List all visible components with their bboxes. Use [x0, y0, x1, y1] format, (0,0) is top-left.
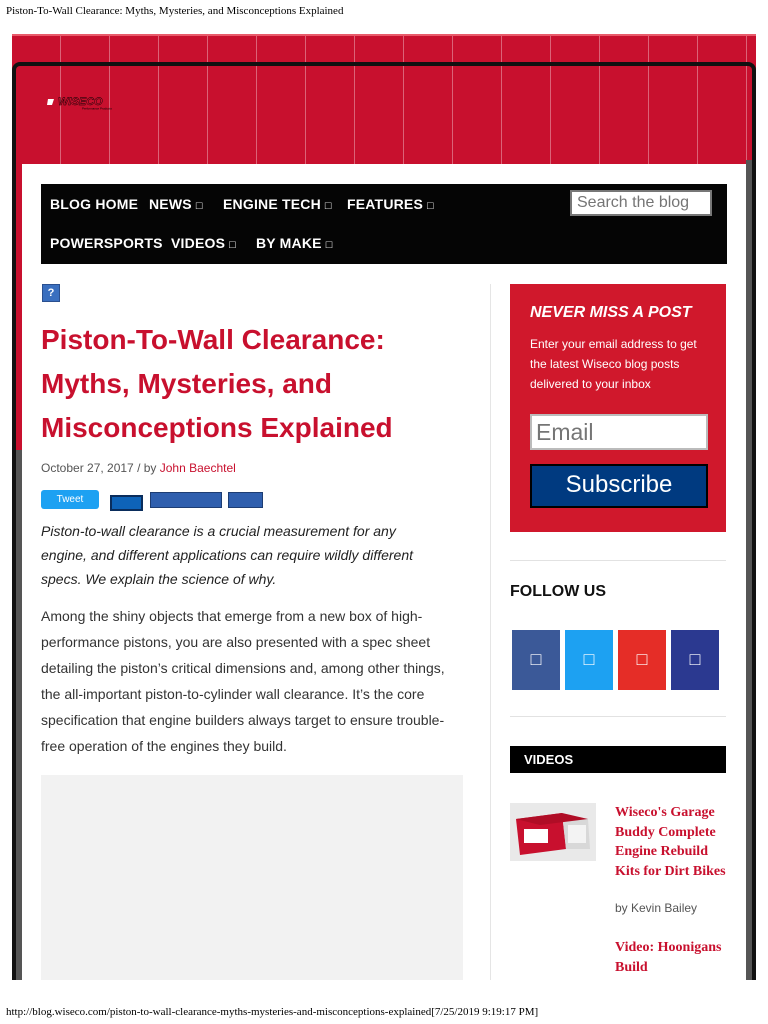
nav-label: POWERSPORTS: [50, 235, 163, 251]
dropdown-caret-icon: □: [229, 239, 236, 251]
nav-item-blog-home[interactable]: [50, 196, 138, 212]
video-byline: by Kevin Bailey: [615, 901, 698, 915]
author-link[interactable]: John Baechtel: [159, 461, 236, 475]
video-thumbnail[interactable]: [510, 803, 596, 861]
twitter-icon[interactable]: [565, 630, 613, 690]
social-glyph: □: [689, 649, 701, 669]
dropdown-caret-icon: □: [324, 200, 332, 212]
follow-us-heading: FOLLOW US: [510, 583, 606, 600]
facebook-icon[interactable]: [512, 630, 560, 690]
email-field[interactable]: [530, 414, 708, 450]
share-button[interactable]: [110, 495, 143, 511]
nav-label: FEATURES: [347, 196, 424, 212]
search-input[interactable]: [570, 190, 712, 216]
article-lead: Piston-to-wall clearance is a crucial measurement for any engine, and different applications can require wildly different specs. We explain the science of why.: [41, 523, 414, 587]
article-title: Piston-To-Wall Clearance: Myths, Mysteries, and Misconceptions Explained: [41, 324, 393, 443]
nav-item-news[interactable]: [149, 196, 203, 212]
newsletter-signup-widget: [510, 284, 726, 532]
dropdown-caret-icon: □: [427, 200, 434, 212]
tweet-button[interactable]: Tweet: [41, 490, 99, 509]
print-page-footer: http://blog.wiseco.com/piston-to-wall-clearance-myths-mysteries-and-misconceptions-explained[7/25/2019 9:19:17 PM]: [6, 1006, 539, 1018]
nav-item-videos[interactable]: [171, 235, 236, 251]
sidebar-divider: [510, 716, 726, 717]
social-glyph: □: [583, 649, 595, 669]
nav-item-powersports[interactable]: [50, 235, 163, 251]
broken-image-icon: ?: [42, 284, 60, 302]
article-media-placeholder: [41, 775, 463, 980]
videos-heading: VIDEOS: [510, 746, 726, 773]
banner-top-edge: [12, 34, 756, 36]
nav-label: ENGINE TECH: [223, 196, 321, 212]
logo-wordmark: WISECO: [58, 96, 103, 108]
dropdown-caret-icon: □: [195, 200, 203, 212]
article-body-paragraph: Among the shiny objects that emerge from a new box of high-performance pistons, you are also presented with a spec sheet detailing the piston’s critical dimensions and, among other things, the all-important piston-to-cylinder wall clearance. It’s the core specification that engine builders always target to ensure trouble-free operation of the engines they build.: [41, 608, 445, 754]
article-meta: [41, 461, 236, 475]
dropdown-caret-icon: □: [325, 239, 333, 251]
article-date: October 27, 2017: [41, 461, 134, 475]
nav-label: BLOG HOME: [50, 196, 139, 212]
sidebar-divider: [510, 560, 726, 561]
instagram-icon[interactable]: [671, 630, 719, 690]
column-divider: [490, 284, 491, 980]
subscribe-button[interactable]: Subscribe: [530, 464, 708, 508]
nav-item-by-make[interactable]: [256, 235, 333, 251]
byline-prefix: / by: [133, 461, 160, 475]
social-glyph: □: [530, 649, 542, 669]
wiseco-logo[interactable]: [44, 94, 144, 110]
video-title-link[interactable]: Wiseco's Garage Buddy Complete Engine Rebuild Kits for Dirt Bikes: [615, 805, 726, 879]
facebook-share-button[interactable]: [150, 492, 222, 508]
video-title-link[interactable]: Video: Hoonigans Build: [615, 940, 722, 975]
linkedin-share-button[interactable]: [228, 492, 263, 508]
social-glyph: □: [636, 649, 648, 669]
nav-label: VIDEOS: [171, 235, 226, 251]
nav-item-features[interactable]: [347, 196, 434, 212]
nav-label: BY MAKE: [256, 235, 322, 251]
print-page-header: Piston-To-Wall Clearance: Myths, Mysteries, and Misconceptions Explained: [6, 5, 344, 17]
signup-title: NEVER MISS A POST: [530, 304, 692, 321]
signup-description: Enter your email address to get the latest Wiseco blog posts delivered to your inbox: [530, 337, 697, 391]
nav-label: NEWS: [149, 196, 192, 212]
youtube-icon[interactable]: [618, 630, 666, 690]
logo-tagline: Performance Products: [82, 106, 112, 110]
nav-item-engine-tech[interactable]: [223, 196, 332, 212]
